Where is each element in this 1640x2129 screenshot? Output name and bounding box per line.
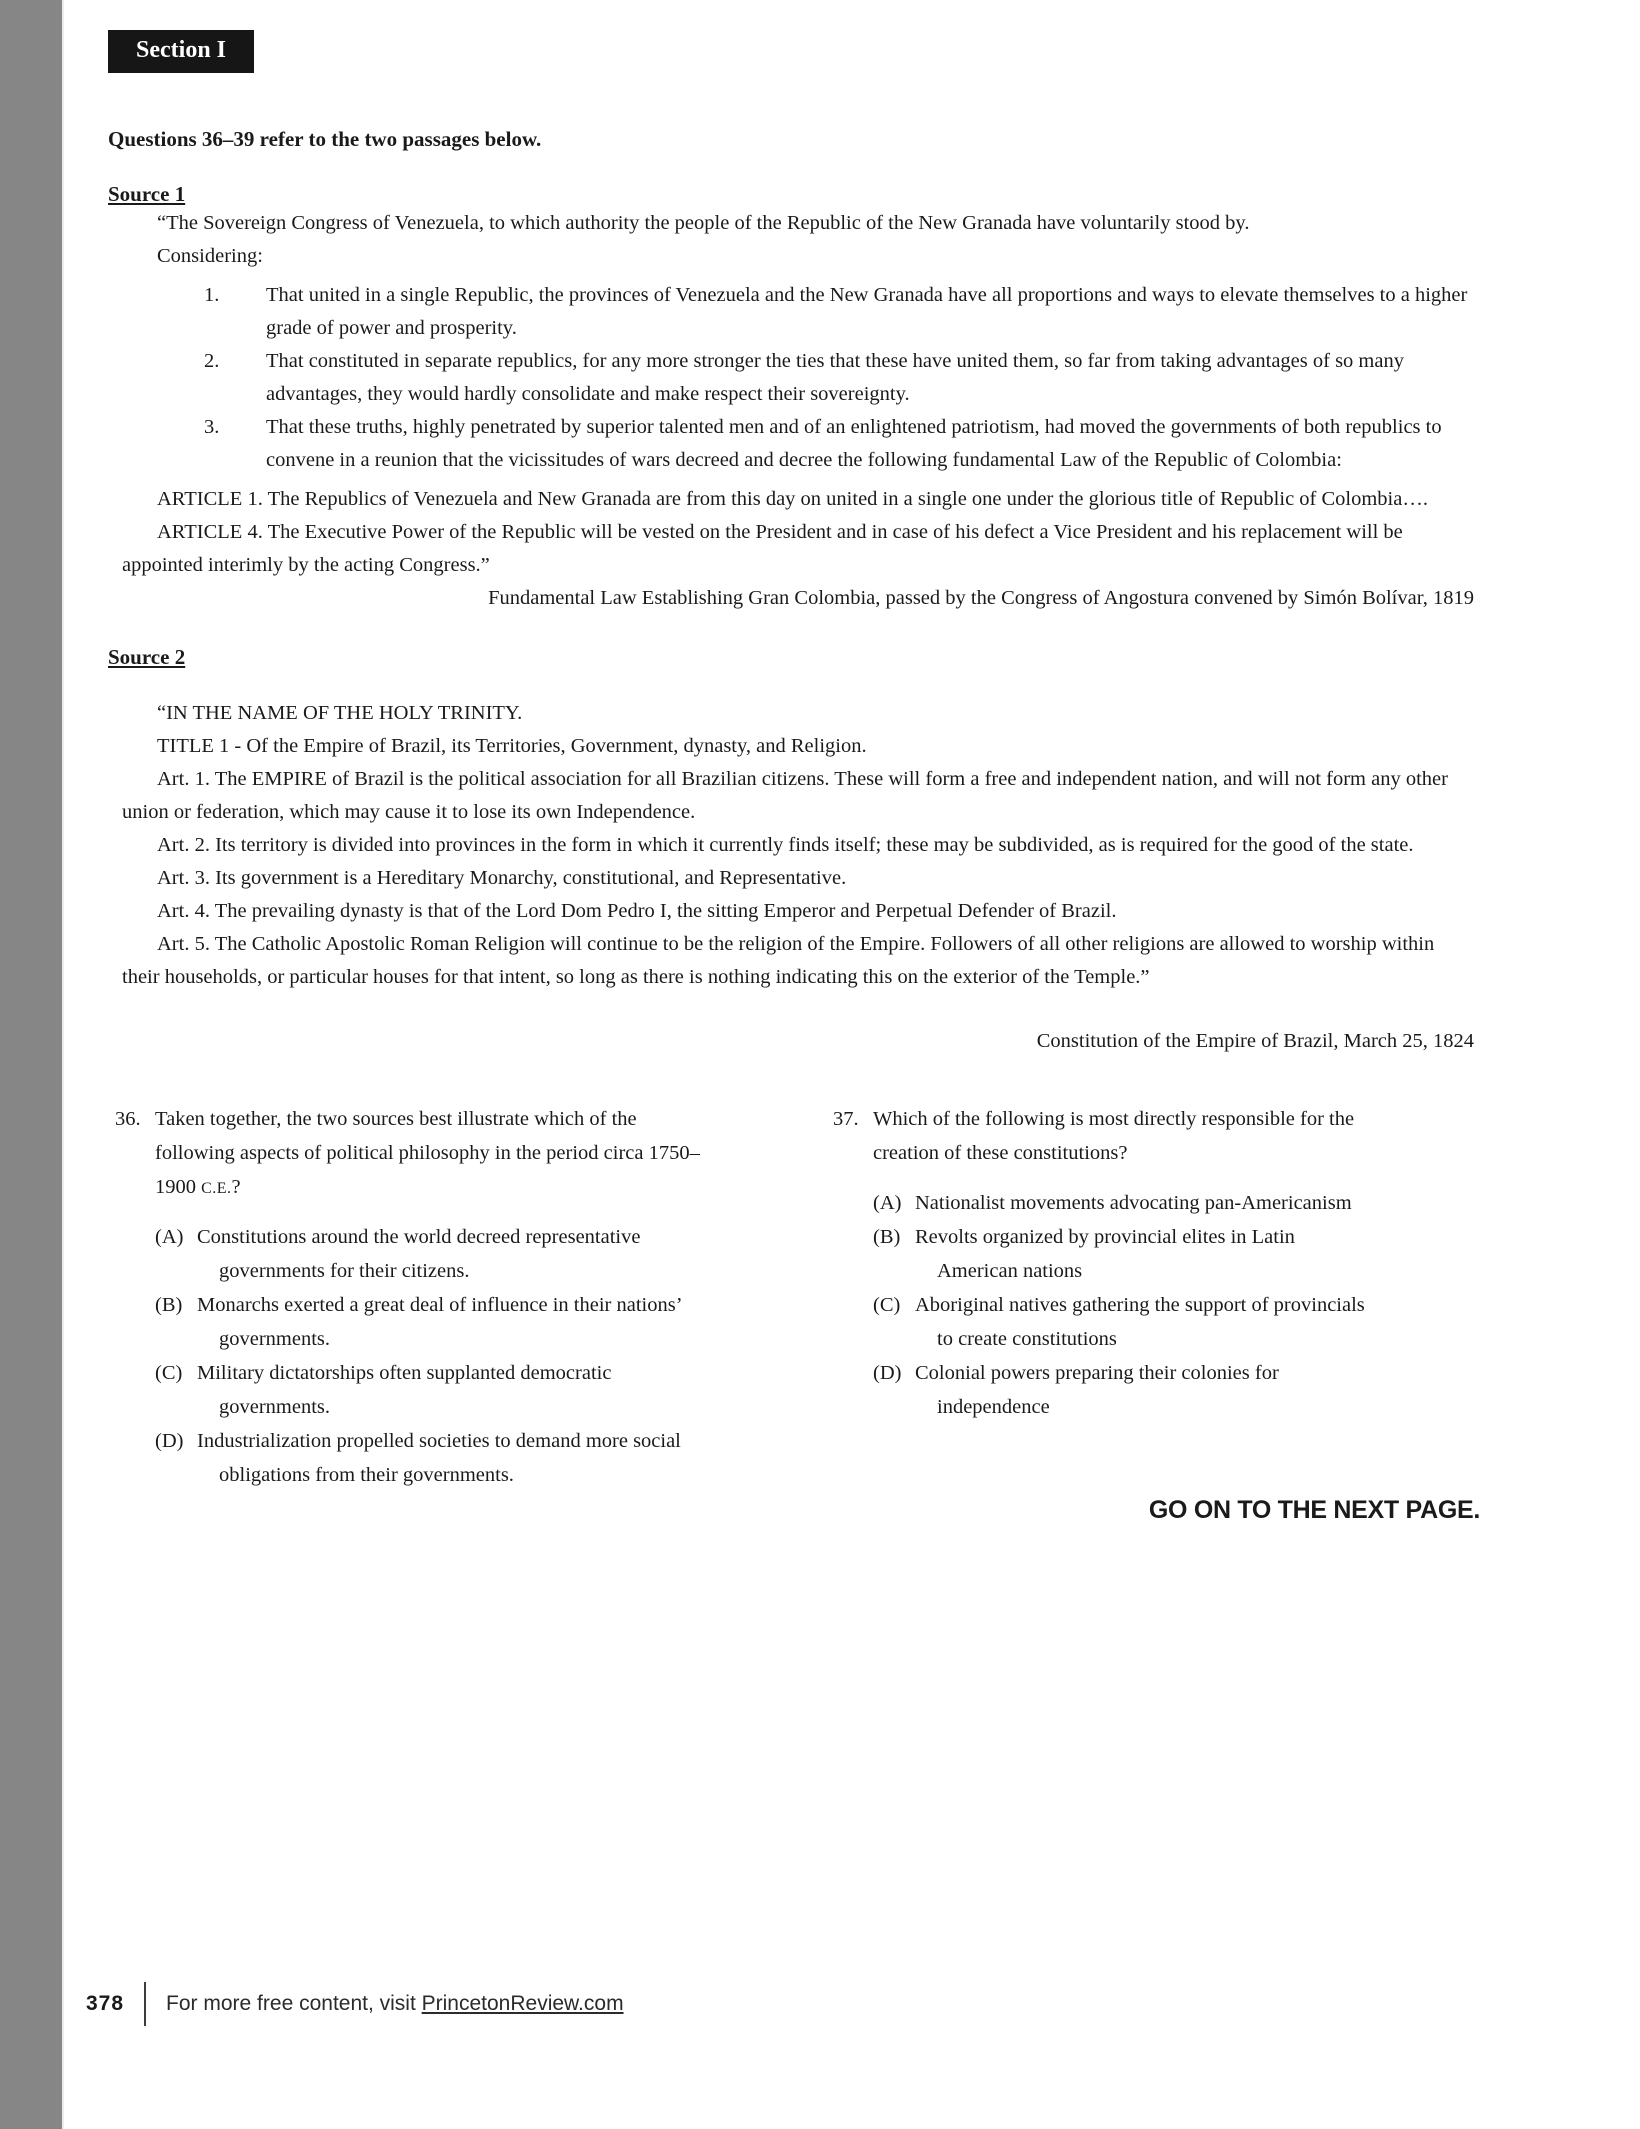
page-footer: [86, 1982, 624, 2026]
choice-letter: (A): [155, 1226, 184, 1248]
list-item-text: That these truths, highly penetrated by superior talented men and of an enlightened patriotism, had moved the governments of both republics to convene in a reunion that the vicissitudes of wars decreed and decree the following fundamental Law of the Republic of Colombia:: [266, 416, 1442, 471]
source2-line1: “IN THE NAME OF THE HOLY TRINITY.: [157, 702, 523, 724]
source1-article1: ARTICLE 1. The Republics of Venezuela and New Granada are from this day on united in a single one under the glorious title of Republic of Colombia….: [157, 488, 1428, 510]
answer-choice-d: [873, 1356, 1408, 1424]
question-stem: [155, 1102, 700, 1492]
answer-choice-b: [155, 1288, 700, 1356]
question-stem-row: [115, 1102, 700, 1492]
choice-letter: (D): [873, 1362, 902, 1384]
footer-divider: [144, 1982, 146, 2026]
answer-choice-c: [873, 1288, 1408, 1356]
choice-text: Industrialization propelled societies to demand more social obligations from their governments.: [197, 1430, 681, 1486]
question-36: [115, 1102, 700, 1492]
answer-choice-a: [873, 1186, 1408, 1220]
answer-choice-c: [155, 1356, 700, 1424]
choice-letter: (B): [155, 1294, 183, 1316]
list-item-text: That united in a single Republic, the provinces of Venezuela and the New Granada have all proportions and ways to elevate themselves to a higher grade of power and prosperity.: [266, 284, 1468, 339]
questions-section: [115, 1102, 1480, 1492]
source1-article4: ARTICLE 4. The Executive Power of the Republic will be vested on the President and in case of his defect a Vice President and his replacement will be appointed interimly by the acting Congress.”: [122, 521, 1403, 576]
list-item-number: 3.: [204, 416, 220, 438]
page-number: 378: [86, 1992, 125, 2015]
question-number: 37.: [833, 1108, 859, 1130]
list-item-number: 2.: [204, 350, 220, 372]
source1-heading-text: Source 1: [108, 182, 186, 206]
source2-article: Art. 2. Its territory is divided into provinces in the form in which it currently finds itself; these may be subdivided, as is required for the good of the state.: [157, 834, 1414, 856]
source2-article: Art. 4. The prevailing dynasty is that of the Lord Dom Pedro I, the sitting Emperor and Perpetual Defender of Brazil.: [157, 900, 1117, 922]
footer-link[interactable]: PrincetonReview.com: [421, 1992, 624, 2015]
source2-heading: [108, 645, 1480, 670]
source1-intro: “The Sovereign Congress of Venezuela, to which authority the people of the Republic of the New Granada have voluntarily stood by.: [157, 212, 1250, 234]
source2-heading-text: Source 2: [108, 645, 186, 669]
source1-passage: [122, 207, 1474, 615]
choice-text: Monarchs exerted a great deal of influence in their nations’ governments.: [197, 1294, 682, 1350]
source2-article: Art. 5. The Catholic Apostolic Roman Religion will continue to be the religion of the Empire. Followers of all other religions are allowed to worship within their households, or particular houses for that intent, so long as there is nothing indicating this on the exterior of the Temple.”: [122, 933, 1435, 988]
question-number: 36.: [115, 1108, 141, 1130]
choice-text: Revolts organized by provincial elites in Latin American nations: [915, 1226, 1295, 1282]
stem-text-after: ?: [231, 1176, 241, 1198]
question-stem-row: [833, 1102, 1408, 1424]
go-on-instruction: GO ON TO THE NEXT PAGE.: [1148, 1496, 1480, 1524]
choice-text: Colonial powers preparing their colonies for independence: [915, 1362, 1279, 1418]
answer-choice-b: [873, 1220, 1408, 1288]
list-item-text: That constituted in separate republics, for any more stronger the ties that these have united them, so far from taking advantages of so many advantages, they would hardly consolidate and make respect their sovereignty.: [266, 350, 1404, 405]
answer-choices: [873, 1186, 1408, 1424]
page-content: [108, 0, 1480, 1525]
choice-letter: (C): [155, 1362, 183, 1384]
answer-choices: [155, 1220, 700, 1492]
source2-article: Art. 1. The EMPIRE of Brazil is the political association for all Brazilian citizens. These will form a free and independent nation, and will not form any other union or federation, which may cause it to lose its own Independence.: [122, 768, 1448, 823]
question-range-instructions: Questions 36–39 refer to the two passages below.: [108, 127, 542, 151]
choice-text: Constitutions around the world decreed representative governments for their citizens.: [197, 1226, 641, 1282]
source2-line2: TITLE 1 - Of the Empire of Brazil, its Territories, Government, dynasty, and Religion.: [157, 735, 867, 757]
source1-numbered-list: [204, 279, 1474, 477]
source2-article: Art. 3. Its government is a Hereditary Monarchy, constitutional, and Representative.: [157, 867, 847, 889]
footer-text: [166, 1992, 624, 2016]
section-badge-label: Section I: [136, 37, 226, 63]
answer-choice-d: [155, 1424, 700, 1492]
choice-letter: (C): [873, 1294, 901, 1316]
question-stem: [873, 1102, 1408, 1424]
list-item: [204, 279, 1474, 345]
answer-choice-a: [155, 1220, 700, 1288]
list-item-number: 1.: [204, 284, 220, 306]
choice-letter: (A): [873, 1192, 902, 1214]
page-edge-strip: [0, 0, 64, 2129]
list-item: [204, 345, 1474, 411]
source1-considering: Considering:: [157, 245, 263, 267]
list-item: [204, 411, 1474, 477]
stem-smallcaps: C.E.: [201, 1180, 232, 1197]
section-badge: [108, 30, 254, 73]
choice-letter: (B): [873, 1226, 901, 1248]
choice-text: Aboriginal natives gathering the support of provincials to create constitutions: [915, 1294, 1365, 1350]
choice-text: Military dictatorships often supplanted democratic governments.: [197, 1362, 612, 1418]
stem-text: Which of the following is most directly responsible for the creation of these constitutions?: [873, 1108, 1355, 1164]
source1-heading: [108, 182, 1480, 207]
source1-attribution: Fundamental Law Establishing Gran Colombia, passed by the Congress of Angostura convened by Simón Bolívar, 1819: [488, 587, 1474, 609]
source2-title-block: [157, 697, 1474, 763]
footer-text-prefix: For more free content, visit: [166, 1992, 422, 2015]
choice-letter: (D): [155, 1430, 184, 1452]
stem-text: Taken together, the two sources best illustrate which of the following aspects of political philosophy in the period circa 1750–1900: [155, 1108, 700, 1198]
question-37: [833, 1102, 1408, 1492]
choice-text: Nationalist movements advocating pan-Americanism: [915, 1192, 1352, 1214]
source2-passage: [122, 697, 1474, 1058]
source2-attribution: Constitution of the Empire of Brazil, March 25, 1824: [1036, 1030, 1474, 1052]
